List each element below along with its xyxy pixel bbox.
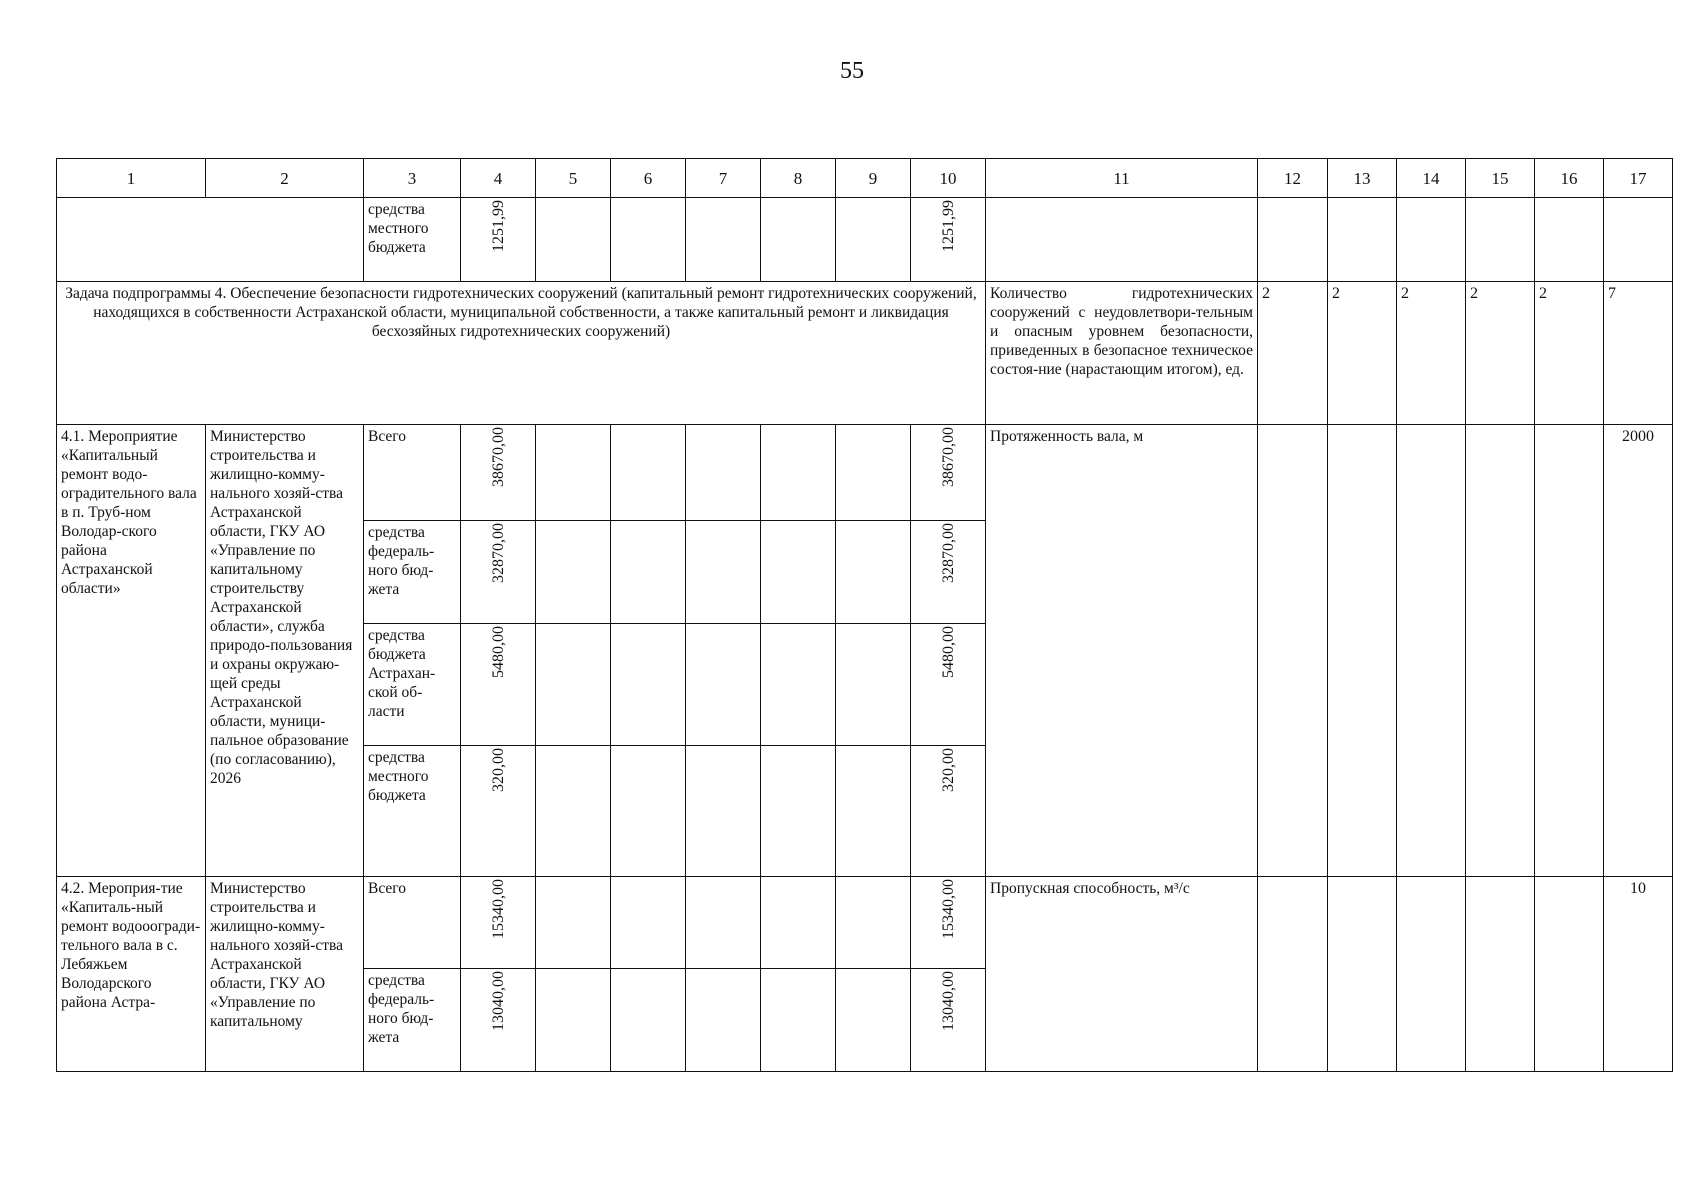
empty-cell (536, 877, 611, 969)
empty-cell (611, 969, 686, 1072)
empty-cell (836, 425, 911, 521)
table-row (57, 198, 1673, 282)
col-header: 7 (686, 159, 761, 198)
target-value: 2 (1258, 282, 1328, 425)
target-value: 2 (1466, 282, 1535, 425)
funding-source: средства бюджета Астрахан-ской об-ласти (364, 624, 461, 746)
table-row (57, 877, 1673, 969)
empty-cell (536, 425, 611, 521)
amount-cell (911, 521, 986, 624)
empty-cell (1258, 425, 1328, 877)
funding-source: Всего (364, 425, 461, 521)
funding-source: средства местного бюджета (364, 198, 461, 282)
empty-cell (761, 877, 836, 969)
empty-cell (611, 425, 686, 521)
amount-value: 32870,00 (489, 523, 507, 583)
empty-cell (686, 425, 761, 521)
amount-cell (461, 198, 536, 282)
col-header: 8 (761, 159, 836, 198)
amount-cell (461, 624, 536, 746)
amount-cell (911, 624, 986, 746)
empty-cell (1397, 425, 1466, 877)
empty-cell (536, 521, 611, 624)
amount-value: 13040,00 (939, 971, 957, 1031)
col-header: 12 (1258, 159, 1328, 198)
empty-cell (686, 624, 761, 746)
program-table (56, 158, 1673, 1072)
amount-value: 1251,99 (939, 200, 957, 252)
funding-source: Всего (364, 877, 461, 969)
col-header: 3 (364, 159, 461, 198)
empty-cell (1466, 877, 1535, 1072)
empty-cell (836, 969, 911, 1072)
empty-cell (1535, 425, 1604, 877)
col-header: 4 (461, 159, 536, 198)
task-title: Задача подпрограммы 4. Обеспечение безопасности гидротехнических сооружений (капитальный ремонт гидротехнических сооружений, находящихся в собственности Астраханской области, муниципальной собственности, а также капитальный ремонт и ликвидация бесхозяйных гидротехнических сооружений) (57, 282, 986, 425)
empty-cell (1397, 877, 1466, 1072)
empty-cell (1535, 877, 1604, 1072)
amount-value: 320,00 (939, 748, 957, 792)
funding-source: средства местного бюджета (364, 746, 461, 877)
amount-value: 320,00 (489, 748, 507, 792)
amount-value: 5480,00 (939, 626, 957, 678)
empty-cell (836, 746, 911, 877)
empty-cell (761, 425, 836, 521)
measure-executor: Министерство строительства и жилищно-комму-нального хозяй-ства Астраханской области, ГКУ АО «Управление по капитальному строительству Астраханской области», служба природо-пользования и охраны окружаю-щей среды Астраханской области, муници-пальное образование (по согласованию), 2026 (206, 425, 364, 877)
empty-cell (1328, 877, 1397, 1072)
empty-cell (836, 624, 911, 746)
col-header: 10 (911, 159, 986, 198)
amount-cell (911, 198, 986, 282)
col-header: 9 (836, 159, 911, 198)
amount-cell (461, 521, 536, 624)
measure-indicator: Пропускная способность, м³/с (986, 877, 1258, 1072)
empty-cell (686, 877, 761, 969)
funding-source: средства федераль-ного бюд-жета (364, 969, 461, 1072)
col-header: 16 (1535, 159, 1604, 198)
amount-value: 38670,00 (489, 427, 507, 487)
measure-name: 4.2. Мероприя-тие «Капиталь-ный ремонт водооогради-тельного вала в с. Лебяжьем Володарского района Астра- (57, 877, 206, 1072)
empty-cell (1466, 425, 1535, 877)
amount-value: 15340,00 (939, 879, 957, 939)
empty-cell (761, 969, 836, 1072)
amount-value: 32870,00 (939, 523, 957, 583)
funding-source: средства федераль-ного бюд-жета (364, 521, 461, 624)
empty-cell (836, 521, 911, 624)
empty-cell (611, 521, 686, 624)
empty-cell (686, 521, 761, 624)
col-header: 2 (206, 159, 364, 198)
target-value: 2 (1328, 282, 1397, 425)
col-header: 13 (1328, 159, 1397, 198)
col-header: 14 (1397, 159, 1466, 198)
amount-value: 13040,00 (489, 971, 507, 1031)
empty-cell (761, 521, 836, 624)
empty-cell (611, 624, 686, 746)
empty-cell (536, 969, 611, 1072)
empty-cell (1258, 877, 1328, 1072)
empty-cell (536, 746, 611, 877)
col-header: 6 (611, 159, 686, 198)
target-value: 2000 (1604, 425, 1673, 877)
empty-cell (761, 746, 836, 877)
empty-cell (686, 969, 761, 1072)
empty-cell (57, 198, 364, 282)
amount-cell (911, 746, 986, 877)
col-header: 15 (1466, 159, 1535, 198)
amount-value: 38670,00 (939, 427, 957, 487)
col-header: 5 (536, 159, 611, 198)
col-header: 17 (1604, 159, 1673, 198)
amount-cell (911, 425, 986, 521)
empty-cell (611, 746, 686, 877)
empty-cell (1328, 425, 1397, 877)
target-value: 2 (1535, 282, 1604, 425)
empty-cell (836, 877, 911, 969)
column-number-row (57, 159, 1673, 198)
amount-value: 15340,00 (489, 879, 507, 939)
empty-cell (761, 624, 836, 746)
page-number: 55 (840, 58, 864, 84)
amount-cell (461, 877, 536, 969)
table-row (57, 425, 1673, 521)
task-indicator: Количество гидротехнических сооружений с неудовлетвори-тельным и опасным уровнем безопасности, приведенных в безопасное техническое состоя-ние (нарастающим итогом), ед. (986, 282, 1258, 425)
amount-cell (461, 746, 536, 877)
amount-value: 1251,99 (489, 200, 507, 252)
task-row (57, 282, 1673, 425)
target-value: 10 (1604, 877, 1673, 1072)
measure-name: 4.1. Мероприятие «Капитальный ремонт водо-оградительного вала в п. Труб-ном Володар-ского района Астраханской области» (57, 425, 206, 877)
col-header: 11 (986, 159, 1258, 198)
empty-cell (686, 746, 761, 877)
amount-cell (911, 877, 986, 969)
amount-cell (461, 425, 536, 521)
amount-cell (911, 969, 986, 1072)
measure-indicator: Протяженность вала, м (986, 425, 1258, 877)
measure-executor: Министерство строительства и жилищно-комму-нального хозяй-ства Астраханской области, ГКУ АО «Управление по капитальному (206, 877, 364, 1072)
target-value: 2 (1397, 282, 1466, 425)
empty-cell (536, 624, 611, 746)
empty-cell (611, 877, 686, 969)
col-header: 1 (57, 159, 206, 198)
amount-value: 5480,00 (489, 626, 507, 678)
amount-cell (461, 969, 536, 1072)
target-value: 7 (1604, 282, 1673, 425)
